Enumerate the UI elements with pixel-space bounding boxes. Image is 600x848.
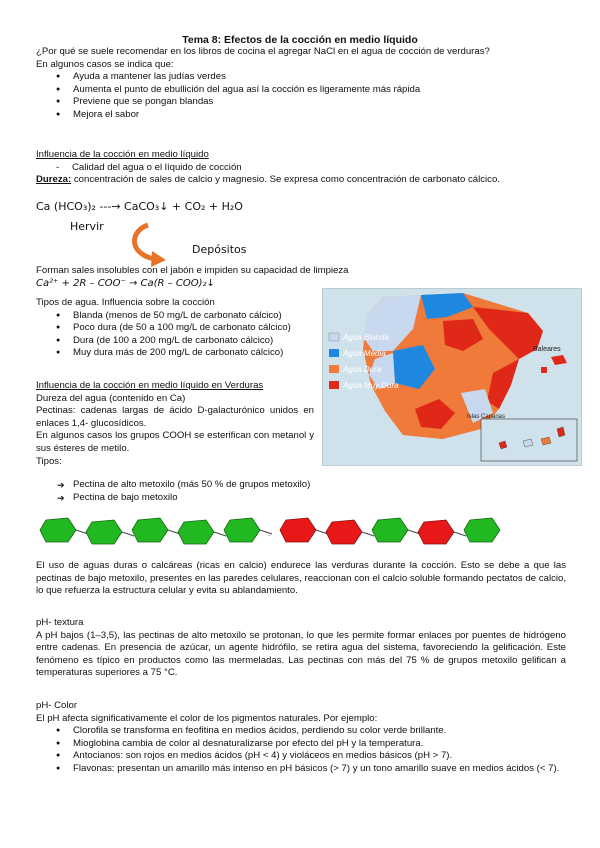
esterif-text: En algunos casos los grupos COOH se esterifican con metanol y sus ésteres de metilo.	[36, 430, 314, 454]
curved-arrow-icon	[120, 221, 180, 267]
list-item: ● Antocianos: son rojos en medios ácidos (pH < 4) y violáceos en medios básicos (pH > 7).	[36, 750, 566, 763]
ph-textura-heading: pH- textura	[36, 617, 84, 628]
ph-color-bullets	[36, 725, 566, 775]
calcium-paragraph: El uso de aguas duras o calcáreas (ricas en calcio) endurece las verduras durante la cocción. Esto se debe a que las pectinas de bajo metoxilo, presentes en las paredes celulares, reaccionan con el calcio soluble formando pectatos de calcio, lo que refuerza la estructura celular y evita su ablandamiento.	[36, 560, 566, 597]
list-item: ● Poco dura (de 50 a 100 mg/L de carbonato cálcico)	[36, 322, 314, 335]
list-item: ● Mioglobina cambia de color al desnaturalizarse por efecto del pH y la temperatura.	[36, 738, 566, 751]
water-hardness-map	[322, 288, 582, 466]
section1-heading: Influencia de la cocción en medio líquido	[36, 149, 209, 160]
dureza-label: Dureza:	[36, 174, 72, 186]
ph-color-lead: El pH afecta significativamente el color de los pigmentos naturales. Por ejemplo:	[36, 712, 378, 724]
page-title: Tema 8: Efectos de la cocción en medio líquido	[182, 34, 418, 46]
hervir-label: Hervir	[70, 220, 104, 233]
list-item: ● Mejora el sabor	[36, 109, 566, 122]
ph-textura-section	[36, 617, 566, 680]
depositos-label: Depósitos	[192, 243, 247, 256]
ph-textura-text: A pH bajos (1–3,5), las pectinas de alto metoxilo se protonan, lo que les permite formar enlaces por puentes de hidrógeno entre cadenas. En presencia de azúcar, un agente hidrófilo, se retira agua del sistema, favoreciendo la gelificación. Este fenómeno es típico en productos como las mermeladas. Las pectinas con más del 75 % de grupos metoxilo gelifican a temperaturas superiores a 75 °C.	[36, 629, 566, 679]
green-ring-icon	[40, 518, 88, 542]
legend-media: Agua Media	[343, 349, 386, 358]
tipos-label: Tipos:	[36, 455, 62, 467]
map-label-canarias: Islas Canarias	[467, 414, 506, 420]
list-item: ● Flavonas: presentan un amarillo más intenso en pH básicos (> 7) y un tono amarillo suave en medios ácidos (< 7).	[36, 763, 566, 776]
list-item: ● Dura (de 100 a 200 mg/L de carbonato cálcico)	[36, 335, 314, 348]
svg-text:.: .	[268, 529, 271, 538]
list-item: ● Ayuda a mantener las judías verdes	[36, 71, 566, 84]
dash-item: - Calidad del agua o el líquido de cocción	[56, 161, 242, 173]
section1	[36, 149, 566, 187]
reaction2-formula: Ca²⁺ + 2R – COO⁻ → Ca(R – COO)₂↓	[36, 278, 215, 289]
pectin-chains-diagram	[36, 512, 506, 550]
sales-line: Forman sales insolubles con el jabón e impiden su capacidad de limpieza	[36, 265, 349, 276]
list-item: ➔ Pectina de alto metoxilo (más 50 % de grupos metoxilo)	[36, 479, 566, 492]
map-label-baleares: Baleares	[533, 346, 561, 353]
dureza-text: concentración de sales de calcio y magnesio. Se expresa como concentración de carbonato cálcico.	[71, 174, 500, 186]
tipos-list	[36, 310, 314, 360]
list-item: ➔ Pectina de bajo metoxilo	[36, 492, 566, 505]
red-ring-icon	[280, 518, 328, 542]
intro-lead: En algunos casos se indica que:	[36, 58, 174, 70]
tipos-heading: Tipos de agua. Influencia sobre la cocción	[36, 297, 215, 308]
list-item: ● Blanda (menos de 50 mg/L de carbonato cálcico)	[36, 310, 314, 323]
section2-subheading: Dureza del agua (contenido en Ca)	[36, 392, 186, 404]
section2	[36, 380, 314, 468]
pectin-types	[36, 479, 566, 504]
pectinas-text: Pectinas: cadenas largas de ácido D-galacturónico unidos en enlaces 1,4- glucosídicos.	[36, 405, 314, 429]
legend-blanda: Agua Blanda	[343, 333, 389, 342]
list-item: ● Muy dura más de 200 mg/L de carbonato cálcico)	[36, 347, 314, 360]
legend-dura: Agua Dura	[343, 365, 382, 374]
ph-color-heading: pH- Color	[36, 700, 78, 711]
chain-low-methoxyl	[280, 518, 500, 544]
list-item: ● Aumenta el punto de ebullición del agua así la cocción es ligeramente más rápida	[36, 84, 566, 97]
intro-section	[36, 46, 566, 122]
tipos-agua	[36, 297, 314, 360]
dureza-line	[36, 174, 566, 187]
legend-muy-dura: Agua Muy Dura	[343, 381, 399, 390]
intro-question: ¿Por qué se suele recomendar en los libros de cocina el agregar NaCl en el agua de cocción de verduras?	[36, 46, 490, 57]
dash-item-text: Calidad del agua o el líquido de cocción	[72, 161, 242, 173]
list-item: ● Previene que se pongan blandas	[36, 96, 566, 109]
section2-heading: Influencia de la cocción en medio líquido en Verduras	[36, 380, 264, 391]
reaction-formula: Ca (HCO₃)₂ ---→ CaCO₃↓ + CO₂ + H₂O	[36, 200, 243, 213]
chain-high-methoxyl	[40, 518, 272, 544]
list-item: ● Clorofila se transforma en feofitina en medios ácidos, perdiendo su color verde brillante.	[36, 725, 566, 738]
ph-color-section	[36, 700, 566, 776]
intro-bullets	[36, 71, 566, 121]
